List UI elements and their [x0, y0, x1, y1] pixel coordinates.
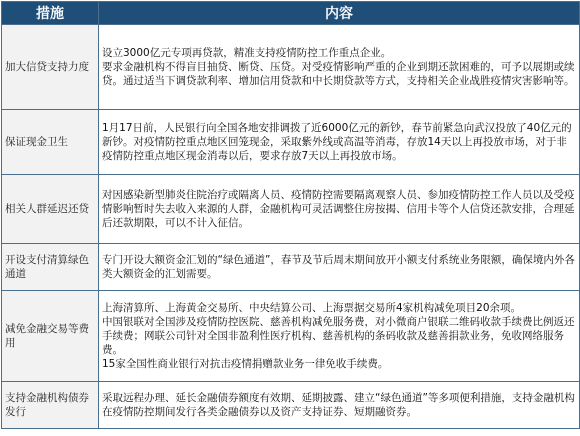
content-cell [99, 382, 580, 429]
table-row [2, 175, 580, 244]
content-cell [99, 110, 580, 175]
table-row [2, 382, 580, 429]
measure-cell: 加大信贷支持力度 [2, 25, 99, 110]
table-row [2, 25, 580, 110]
content-line: 采取远程办理、延长金融债券额度有效期、延期披露、建立“绿色通道”等多项便利措施，支持金融机构在疫情防控期间发行各类金融债券以及资产支持证券、短期融资券。 [102, 392, 575, 418]
table-row [2, 244, 580, 291]
measure-cell: 相关人群延迟还贷 [2, 175, 99, 244]
content-cell [99, 244, 580, 291]
content-line: 专门开设大额资金汇划的“绿色通道”，春节及节后周末期间放开小额支付系统业务限额，确保境内外各类大额资金的汇划需要。 [102, 254, 575, 280]
content-line: 设立3000亿元专项再贷款，精准支持疫情防控工作重点企业。 [102, 47, 392, 59]
table-row [2, 291, 580, 382]
header-row [2, 2, 580, 25]
content-line: 要求金融机构不得盲目抽贷、断贷、压贷。对受疫情影响严重的企业到期还款困难的，可予以展期或续贷。通过适当下调贷款利率、增加信用贷款和中长期贷款等方式，支持相关企业战胜疫情灾害影响等。 [102, 61, 575, 87]
content-line: 15家全国性商业银行对抗击疫情捐赠款业务一律免收手续费。 [102, 358, 389, 370]
measure-cell: 支持金融机构债券发行 [2, 382, 99, 429]
content-line: 中国银联对全国涉及疫情防控医院、慈善机构减免服务费，对小微商户银联二维码收款手续费比例返还手续费；网联公司针对全国非盈利性医疗机构、慈善机构的条码收款及慈善捐款业务，免收网络服务费。 [102, 316, 575, 356]
measure-cell: 减免金融交易等费用 [2, 291, 99, 382]
header-measure: 措施 [2, 2, 99, 25]
content-line: 上海清算所、上海黄金交易所、中央结算公司、上海票据交易所4家机构减免项目20余项。 [102, 302, 522, 314]
header-content: 内容 [99, 2, 580, 25]
policy-table [1, 1, 580, 429]
measure-cell: 保证现金卫生 [2, 110, 99, 175]
content-line: 1月17日前，人民银行向全国各地安排调拨了近6000亿元的新钞，春节前紧急向武汉投放了40亿元的新钞。对疫情防控重点地区回笼现金，采取紫外线或高温等消毒，存放14天以上再投放市场，对于非疫情防控重点地区现金消毒以后，要求存放7天以上再投放市场。 [102, 122, 572, 162]
measure-cell: 开设支付清算绿色通道 [2, 244, 99, 291]
content-cell [99, 175, 580, 244]
content-cell [99, 25, 580, 110]
content-cell [99, 291, 580, 382]
table-row [2, 110, 580, 175]
content-line: 对因感染新型肺炎住院治疗或隔离人员、疫情防控需要隔离观察人员、参加疫情防控工作人员以及受疫情影响暂时失去收入来源的人群，金融机构可灵活调整住房按揭、信用卡等个人信贷还款安排，合理延后还款期限，可以不计入征信。 [102, 189, 575, 229]
